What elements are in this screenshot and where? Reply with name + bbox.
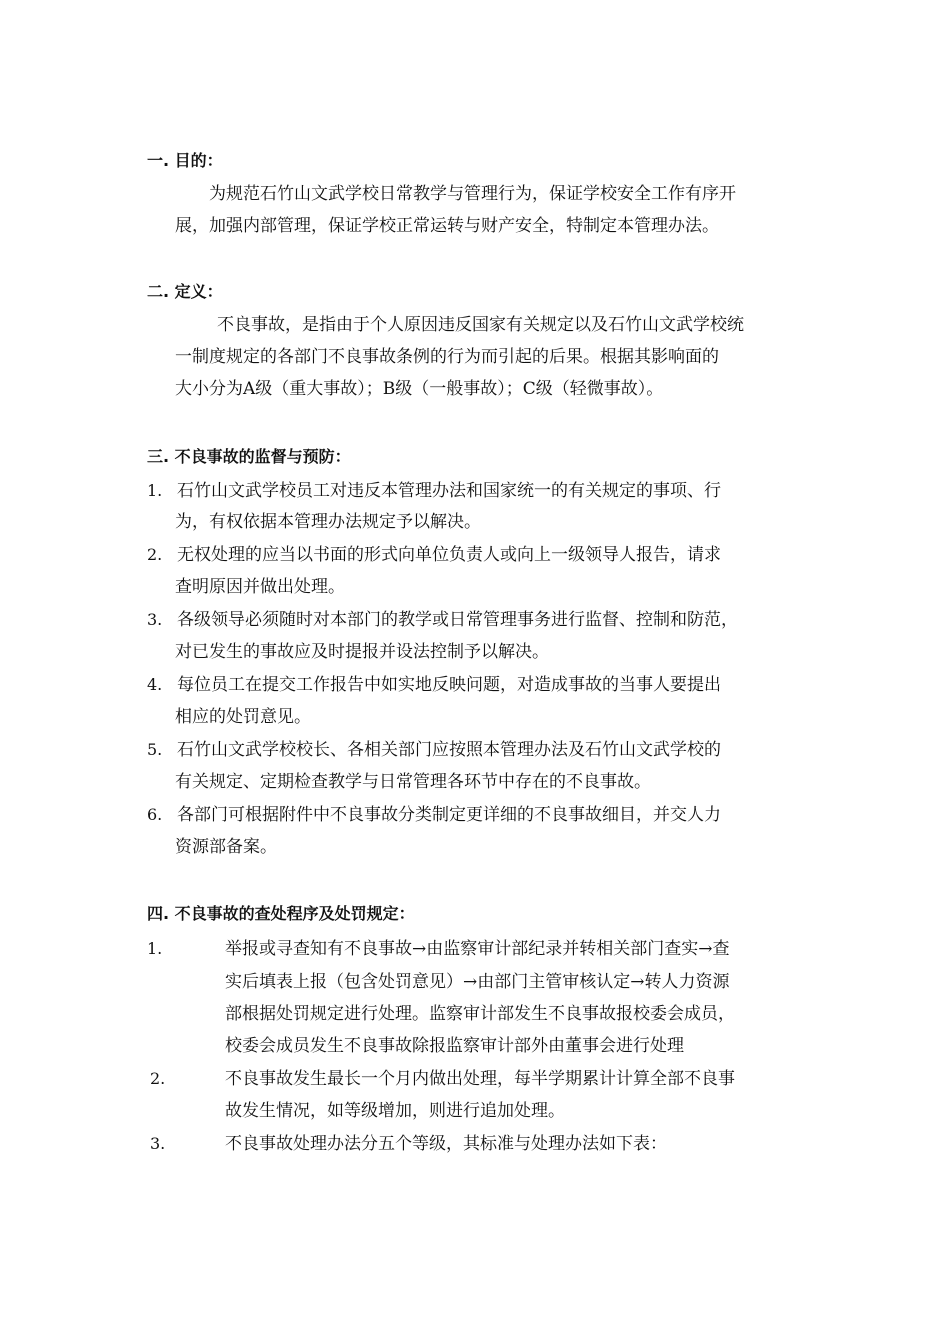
list-item-line: 各级领导必须随时对本部门的教学或日常管理事务进行监督、控制和防范，	[177, 610, 738, 630]
list-item-line: 实后填表上报（包含处罚意见）→由部门主管审核认定→转人力资源	[225, 972, 730, 992]
paragraph-line: 展，加强内部管理，保证学校正常运转与财产安全，特制定本管理办法。	[175, 216, 719, 236]
list-item-number: 3.	[150, 1134, 166, 1153]
list-item-number: 1.	[147, 939, 163, 958]
list-item-line: 各部门可根据附件中不良事故分类制定更详细的不良事故细目，并交人力	[177, 805, 721, 825]
list-item-number: 6.	[147, 805, 163, 824]
list-item-number: 3.	[147, 610, 163, 629]
list-item-line: 相应的处罚意见。	[175, 707, 311, 727]
list-item-number: 4.	[147, 675, 163, 694]
list-item-line: 石竹山文武学校校长、各相关部门应按照本管理办法及石竹山文武学校的	[177, 740, 721, 760]
list-item-line: 无权处理的应当以书面的形式向单位负责人或向上一级领导人报告，请求	[177, 545, 721, 565]
paragraph-line: 一制度规定的各部门不良事故条例的行为而引起的后果。根据其影响面的	[175, 347, 719, 367]
list-item-line: 校委会成员发生不良事故除报监察审计部外由董事会进行处理	[225, 1036, 684, 1056]
section-heading-procedure: 四. 不良事故的查处程序及处罚规定：	[147, 904, 415, 923]
list-item-line: 不良事故处理办法分五个等级，其标准与处理办法如下表：	[225, 1134, 667, 1154]
list-item-line: 对已发生的事故应及时提报并设法控制予以解决。	[175, 642, 549, 662]
paragraph-line: 为规范石竹山文武学校日常教学与管理行为，保证学校安全工作有序开	[209, 184, 736, 204]
list-item-number: 2.	[150, 1069, 166, 1088]
paragraph-line: 大小分为A级（重大事故）；B级（一般事故）；C级（轻微事故）。	[175, 379, 664, 399]
paragraph-line: 不良事故，是指由于个人原因违反国家有关规定以及石竹山文武学校统	[217, 315, 744, 335]
list-item-line: 为，有权依据本管理办法规定予以解决。	[175, 512, 481, 532]
section-heading-purpose: 一. 目的：	[147, 151, 223, 170]
list-item-line: 部根据处罚规定进行处理。监察审计部发生不良事故报校委会成员，	[225, 1004, 735, 1024]
list-item-number: 5.	[147, 740, 163, 759]
list-item-line: 有关规定、定期检查教学与日常管理各环节中存在的不良事故。	[175, 772, 651, 792]
list-item-line: 查明原因并做出处理。	[175, 577, 345, 597]
list-item-line: 故发生情况，如等级增加，则进行追加处理。	[225, 1101, 565, 1121]
list-item-line: 每位员工在提交工作报告中如实地反映问题，对造成事故的当事人要提出	[177, 675, 721, 695]
list-item-number: 1.	[147, 481, 163, 500]
list-item-number: 2.	[147, 545, 163, 564]
list-item-line: 举报或寻查知有不良事故→由监察审计部纪录并转相关部门查实→查	[225, 939, 730, 959]
list-item-line: 资源部备案。	[175, 837, 277, 857]
list-item-line: 石竹山文武学校员工对违反本管理办法和国家统一的有关规定的事项、行	[177, 481, 721, 501]
section-heading-supervision: 三. 不良事故的监督与预防：	[147, 447, 351, 466]
section-heading-definition: 二. 定义：	[147, 282, 223, 301]
list-item-line: 不良事故发生最长一个月内做出处理，每半学期累计计算全部不良事	[225, 1069, 735, 1089]
